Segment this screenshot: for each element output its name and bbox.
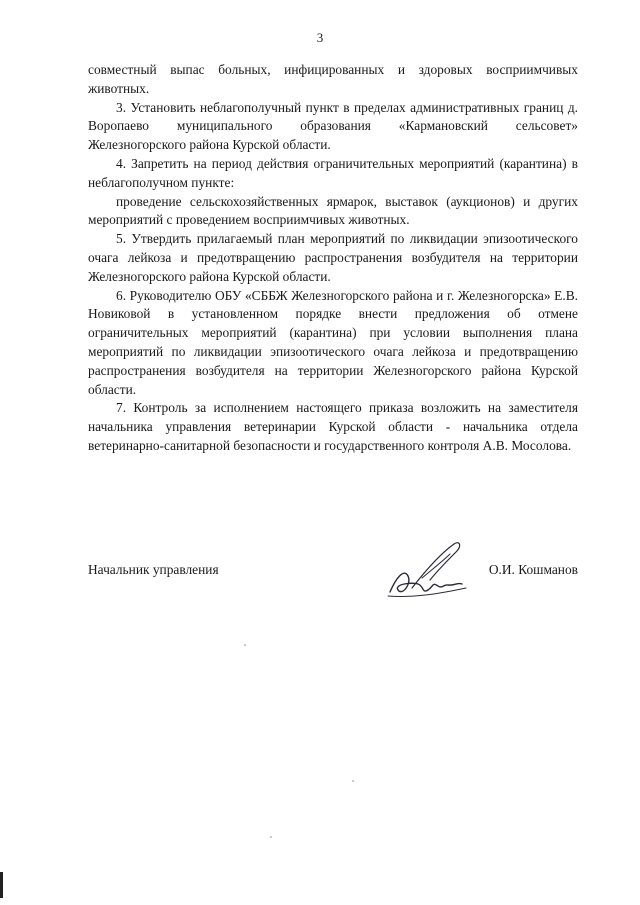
paragraph-item-3: 3. Установить неблагополучный пункт в пределах административных границ д. Воропаево муниципального образования «Кармановский сельсовет» Железногорского района Курской области. xyxy=(88,99,578,153)
scan-speck xyxy=(270,836,272,838)
paragraph-item-7: 7. Контроль за исполнением настоящего приказа возложить на заместителя начальника управления ветеринарии Курской области - начальника отдела ветеринарно-санитарной безопасности и государственного контроля А.В. Мосолова. xyxy=(88,400,578,453)
document-body xyxy=(88,61,578,456)
paragraph-item-4: 4. Запретить на период действия ограничительных мероприятий (карантина) в неблагополучном пункте: xyxy=(88,155,578,190)
paragraph-continuation: совместный выпас больных, инфицированных и здоровых восприимчивых животных. xyxy=(88,62,578,96)
paragraph-item-6: 6. Руководителю ОБУ «СББЖ Железногорского района и г. Железногорска» Е.В. Новиковой в установленном порядке внести предложения об отмене ограничительных мероприятий (карантина) при условии выполнения плана мероприятий по ликвидации эпизоотического очага лейкоза и предотвращению распространения возбудителя на территории Железногорского района Курской области. xyxy=(88,287,578,397)
scan-edge-mark xyxy=(0,872,3,898)
paragraph-item-4-sub: проведение сельскохозяйственных ярмарок, выставок (аукционов) и других мероприятий с проведением восприимчивых животных. xyxy=(88,193,578,228)
scan-speck xyxy=(244,644,246,646)
signatory-name: О.И. Кошманов xyxy=(488,562,578,577)
scan-speck xyxy=(352,780,354,782)
paragraph-item-5: 5. Утвердить прилагаемый план мероприятий по ликвидации эпизоотического очага лейкоза и предотвращению распространения возбудителя на территории Железногорского района Курской области. xyxy=(88,231,578,284)
handwritten-signature xyxy=(382,538,494,602)
signatory-title: Начальник управления xyxy=(88,562,219,577)
signature-block xyxy=(88,562,578,612)
page-number: 3 xyxy=(316,30,324,45)
